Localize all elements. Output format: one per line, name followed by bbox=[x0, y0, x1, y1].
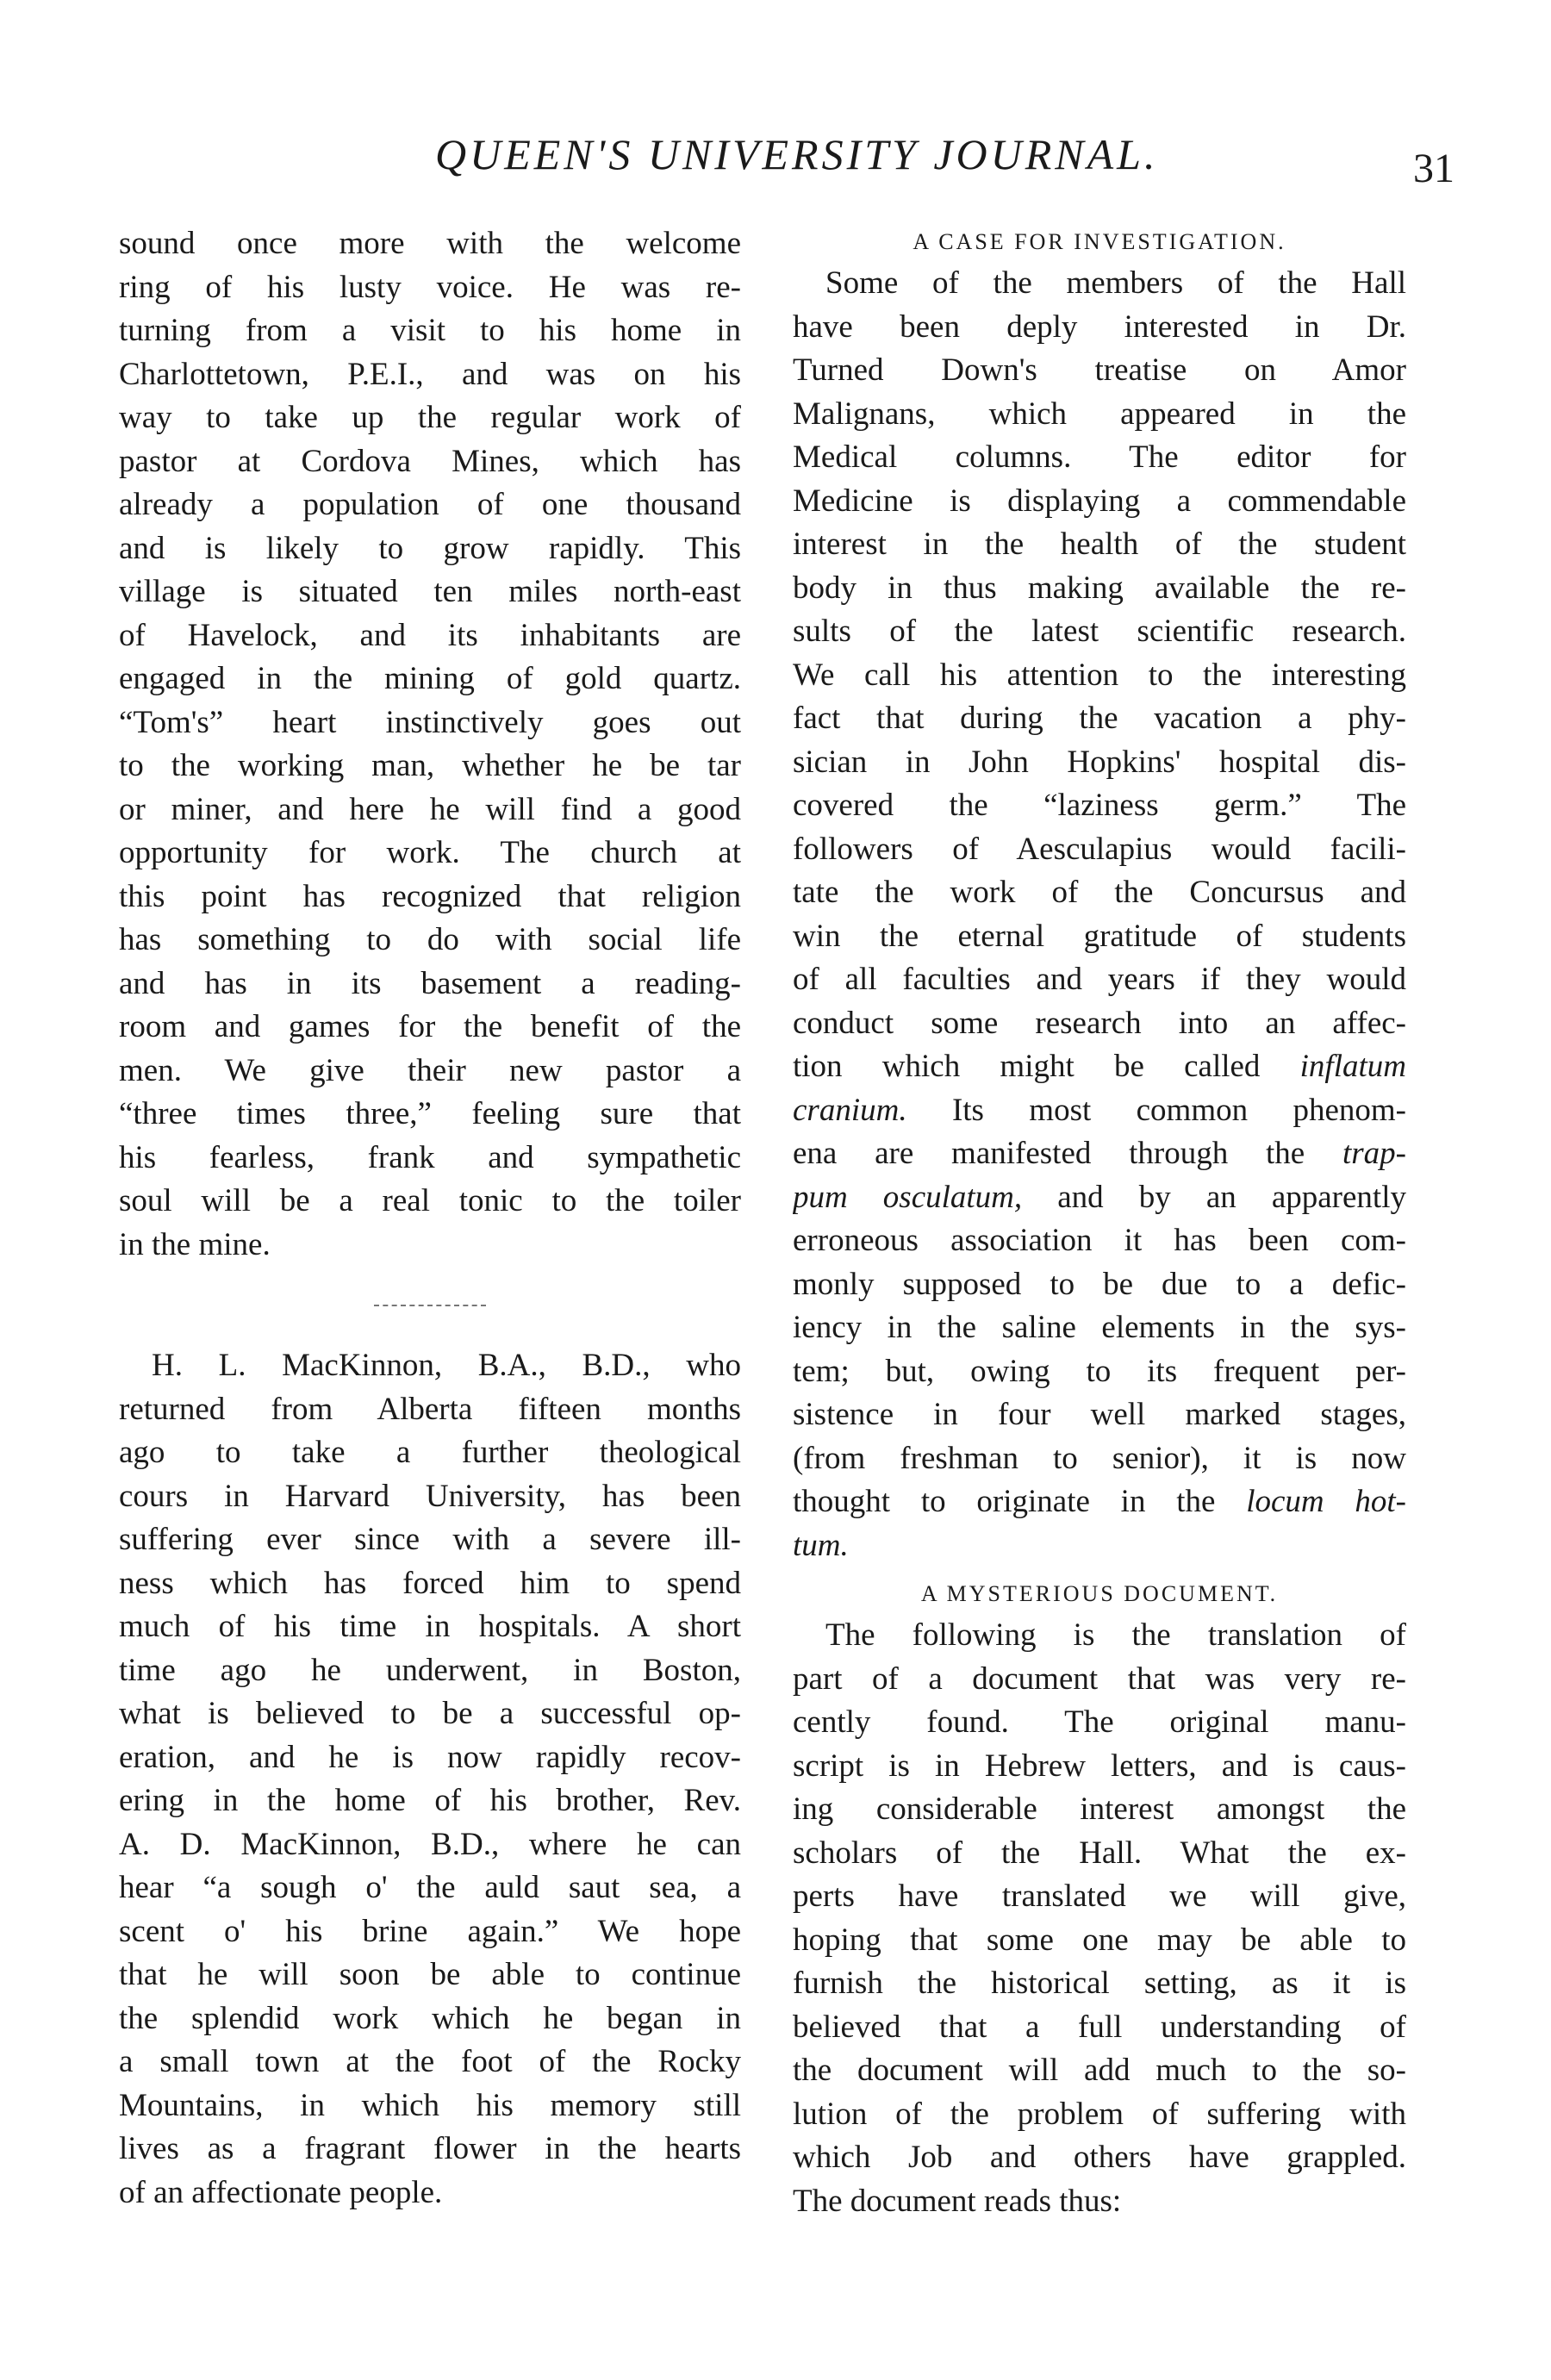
text-line: interest in the health of the student bbox=[793, 526, 1406, 562]
text-line: (from freshman to senior), it is now bbox=[793, 1440, 1406, 1476]
text-line: body in thus making available the re- bbox=[793, 570, 1406, 606]
latin-term: inflatum bbox=[1299, 1049, 1406, 1084]
text-run: ena are manifested through the bbox=[793, 1136, 1342, 1171]
text-line: hoping that some one may be able to bbox=[793, 1922, 1406, 1958]
text-line: furnish the historical setting, as it is bbox=[793, 1966, 1406, 2001]
text-line: ering in the home of his brother, Rev. bbox=[119, 1783, 741, 1818]
text-line: soul will be a real tonic to the toiler bbox=[119, 1183, 741, 1218]
text-line: turning from a visit to his home in bbox=[119, 313, 741, 348]
text-line: sician in John Hopkins' hospital dis- bbox=[793, 744, 1406, 780]
text-line: cours in Harvard University, has been bbox=[119, 1478, 741, 1514]
page-header bbox=[0, 129, 1551, 198]
text-line: opportunity for work. The church at bbox=[119, 835, 741, 870]
paragraph-mackinnon bbox=[119, 1344, 741, 2215]
text-line: followers of Aesculapius would facili- bbox=[793, 831, 1406, 867]
text-line: script is in Hebrew letters, and is caus- bbox=[793, 1748, 1406, 1784]
text-line: of all faculties and years if they would bbox=[793, 962, 1406, 997]
text-line: a small town at the foot of the Rocky bbox=[119, 2044, 741, 2079]
text-line: Some of the members of the Hall bbox=[825, 265, 1406, 301]
text-line: scholars of the Hall. What the ex- bbox=[793, 1835, 1406, 1871]
text-line: to the working man, whether he be tar bbox=[119, 748, 741, 783]
text-run: and by an apparently bbox=[1022, 1179, 1406, 1215]
text-line: tate the work of the Concursus and bbox=[793, 875, 1406, 910]
text-line: eration, and he is now rapidly recov- bbox=[119, 1739, 741, 1775]
text-line: and has in its basement a reading- bbox=[119, 965, 741, 1001]
text-line: or miner, and here he will find a good bbox=[119, 791, 741, 827]
text-line: scent o' his brine again.” We hope bbox=[119, 1913, 741, 1949]
text-line: ing considerable interest amongst the bbox=[793, 1791, 1406, 1827]
text-line bbox=[793, 1045, 1406, 1089]
text-line: ring of his lusty voice. He was re- bbox=[119, 269, 741, 305]
text-line: Malignans, which appeared in the bbox=[793, 396, 1406, 432]
text-line: covered the “laziness germ.” The bbox=[793, 788, 1406, 823]
text-line: conduct some research into an affec- bbox=[793, 1005, 1406, 1041]
text-line: monly supposed to be due to a defic- bbox=[793, 1266, 1406, 1302]
text-line: fact that during the vacation a phy- bbox=[793, 701, 1406, 736]
text-line: village is situated ten miles north-east bbox=[119, 574, 741, 609]
text-line: lives as a fragrant flower in the hearts bbox=[119, 2131, 741, 2166]
text-line: win the eternal gratitude of students bbox=[793, 918, 1406, 954]
text-line: “Tom's” heart instinctively goes out bbox=[119, 704, 741, 740]
page-number: 31 bbox=[1413, 146, 1454, 191]
text-line bbox=[793, 1480, 1406, 1524]
text-run: tion which might be called bbox=[793, 1049, 1300, 1084]
text-line bbox=[793, 1176, 1406, 1220]
latin-term: trap- bbox=[1342, 1136, 1406, 1171]
text-line: Medicine is displaying a commendable bbox=[793, 483, 1406, 519]
text-line: already a population of one thousand bbox=[119, 487, 741, 522]
text-line: Charlottetown, P.E.I., and was on his bbox=[119, 356, 741, 392]
latin-term: locum hot- bbox=[1246, 1484, 1406, 1519]
text-line: his fearless, frank and sympathetic bbox=[119, 1139, 741, 1175]
text-line: the splendid work which he began in bbox=[119, 2000, 741, 2036]
left-column bbox=[119, 222, 741, 2215]
text-line: way to take up the regular work of bbox=[119, 400, 741, 435]
text-line: The document reads thus: bbox=[793, 2183, 1122, 2219]
latin-term: tum. bbox=[793, 1527, 849, 1563]
text-line bbox=[793, 1089, 1406, 1133]
text-run: thought to originate in the bbox=[793, 1484, 1247, 1519]
section-mysterious-document-body bbox=[793, 1614, 1406, 2223]
text-line: ago to take a further theological bbox=[119, 1435, 741, 1470]
text-line: which Job and others have grappled. bbox=[793, 2140, 1406, 2175]
text-line bbox=[793, 1132, 1406, 1176]
text-line: in the mine. bbox=[119, 1226, 271, 1262]
running-title: QUEEN'S UNIVERSITY JOURNAL. bbox=[435, 130, 1159, 178]
text-line: sults of the latest scientific research. bbox=[793, 614, 1406, 649]
text-line: “three times three,” feeling sure that bbox=[119, 1096, 741, 1131]
latin-term: cranium. bbox=[793, 1092, 907, 1128]
text-line: Medical columns. The editor for bbox=[793, 439, 1406, 475]
text-line bbox=[793, 1524, 1406, 1568]
text-line: what is believed to be a successful op- bbox=[119, 1696, 741, 1731]
text-line: suffering ever since with a severe ill- bbox=[119, 1522, 741, 1557]
text-line: Mountains, in which his memory still bbox=[119, 2087, 741, 2123]
text-line: the document will add much to the so- bbox=[793, 2053, 1406, 2088]
text-line: and is likely to grow rapidly. This bbox=[119, 530, 741, 566]
text-line: returned from Alberta fifteen months bbox=[119, 1391, 741, 1427]
text-line: Turned Down's treatise on Amor bbox=[793, 352, 1406, 388]
text-line: time ago he underwent, in Boston, bbox=[119, 1652, 741, 1688]
text-line: believed that a full understanding of bbox=[793, 2009, 1406, 2045]
text-line: men. We give their new pastor a bbox=[119, 1052, 741, 1088]
text-line: pastor at Cordova Mines, which has bbox=[119, 443, 741, 479]
paragraph-tom bbox=[119, 222, 741, 1267]
section-heading-mysterious-document: A MYSTERIOUS DOCUMENT. bbox=[920, 1581, 1279, 1606]
text-run: Its most common phenom- bbox=[906, 1092, 1406, 1128]
text-line: erroneous association it has been com- bbox=[793, 1223, 1406, 1258]
right-column bbox=[793, 222, 1406, 2223]
text-line: We call his attention to the interesting bbox=[793, 657, 1406, 693]
text-line: sistence in four well marked stages, bbox=[793, 1397, 1406, 1432]
section-heading-investigation: A CASE FOR INVESTIGATION. bbox=[913, 229, 1286, 254]
text-line: hear “a sough o' the auld saut sea, a bbox=[119, 1870, 741, 1905]
text-line: iency in the saline elements in the sys- bbox=[793, 1310, 1406, 1345]
text-line: part of a document that was very re- bbox=[793, 1660, 1406, 1697]
text-line: perts have translated we will give, bbox=[793, 1878, 1406, 1914]
text-line: have been deply interested in Dr. bbox=[793, 308, 1406, 345]
text-line: tem; but, owing to its frequent per- bbox=[793, 1353, 1406, 1389]
text-line: A. D. MacKinnon, B.D., where he can bbox=[119, 1826, 741, 1862]
section-separator bbox=[374, 1305, 486, 1306]
text-line: this point has recognized that religion bbox=[119, 878, 741, 914]
text-line: ness which has forced him to spend bbox=[119, 1565, 741, 1601]
text-line: H. L. MacKinnon, B.A., B.D., who bbox=[152, 1348, 741, 1383]
text-line: of Havelock, and its inhabitants are bbox=[119, 617, 741, 653]
text-line: engaged in the mining of gold quartz. bbox=[119, 661, 741, 696]
latin-term: pum osculatum, bbox=[793, 1179, 1023, 1215]
text-line: The following is the translation of bbox=[825, 1617, 1406, 1653]
text-line: room and games for the benefit of the bbox=[119, 1009, 741, 1044]
text-line: that he will soon be able to continue bbox=[119, 1957, 741, 1992]
text-line: cently found. The original manu- bbox=[793, 1704, 1406, 1740]
text-line: has something to do with social life bbox=[119, 922, 741, 957]
text-line: much of his time in hospitals. A short bbox=[119, 1609, 741, 1644]
section-investigation-body bbox=[793, 262, 1406, 1567]
text-line: lution of the problem of suffering with bbox=[793, 2096, 1406, 2132]
text-line: of an affectionate people. bbox=[119, 2174, 443, 2210]
text-line: sound once more with the welcome bbox=[119, 226, 741, 261]
